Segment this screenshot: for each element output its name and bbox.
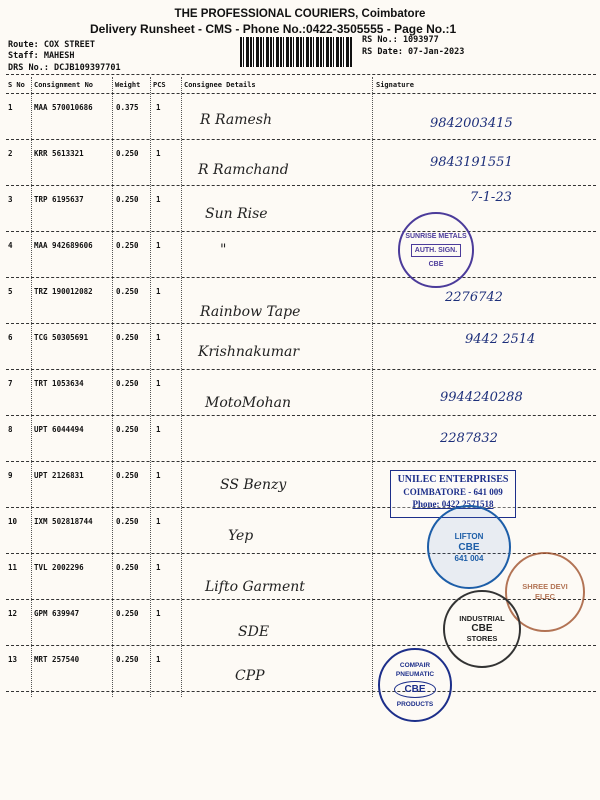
row-signature: 9944240288 [440,390,523,405]
table-row [0,140,600,186]
row-weight: 0.250 [116,563,139,572]
row-weight: 0.250 [116,195,139,204]
header-top-rule [6,74,596,75]
row-pcs: 1 [156,655,161,664]
row-consignee-handwriting: " [220,242,227,258]
table-row [0,94,600,140]
row-sno: 8 [8,425,13,434]
col-header-consignee: Consignee Details [184,81,256,89]
table-row [0,370,600,416]
drs-number: DRS No.: DCJB109397701 [8,63,121,73]
row-weight: 0.250 [116,609,139,618]
lifton-stamp: LIFTON CBE 641 004 [427,505,511,589]
route: Route: COX STREET [8,40,95,50]
row-consignee-handwriting: R Ramchand [198,162,289,178]
row-pcs: 1 [156,241,161,250]
row-pcs: 1 [156,425,161,434]
row-sno: 6 [8,333,13,342]
rs-number: RS No.: 1093977 [362,35,439,45]
table-row [0,416,600,462]
row-pcs: 1 [156,517,161,526]
rs-date: RS Date: 07-Jan-2023 [362,47,465,57]
row-weight: 0.250 [116,287,139,296]
row-weight: 0.375 [116,103,139,112]
unilec-enterprises-stamp: UNILEC ENTERPRISES COIMBATORE - 641 009 Phone: 0422 2571518 [390,470,516,518]
row-sno: 1 [8,103,13,112]
row-consignee-handwriting: Krishnakumar [198,344,300,360]
row-sno: 11 [8,563,18,572]
row-signature: 2287832 [440,431,498,446]
col-header-sno: S No [8,81,25,89]
row-sno: 4 [8,241,13,250]
runsheet-subtitle: Delivery Runsheet - CMS - Phone No.:0422-3505555 - Page No.:1 [90,22,457,36]
row-pcs: 1 [156,379,161,388]
row-consignment-no: TRP 6195637 [34,195,84,204]
row-consignment-no: TRT 1053634 [34,379,84,388]
row-pcs: 1 [156,103,161,112]
row-pcs: 1 [156,195,161,204]
row-consignee-handwriting: SS Benzy [220,477,287,493]
col-header-weight: Weight [115,81,141,89]
row-consignment-no: MRT 257540 [34,655,80,664]
row-weight: 0.250 [116,241,139,250]
table-row [0,232,600,278]
row-consignment-no: TVL 2002296 [34,563,84,572]
row-consignment-no: IXM 502818744 [34,517,93,526]
row-consignment-no: MAA 570010686 [34,103,93,112]
row-consignee-handwriting: CPP [235,668,265,684]
row-pcs: 1 [156,149,161,158]
row-sno: 9 [8,471,13,480]
row-weight: 0.250 [116,149,139,158]
row-pcs: 1 [156,609,161,618]
row-consignee-handwriting: Yep [228,528,254,544]
row-weight: 0.250 [116,655,139,664]
staff: Staff: MAHESH [8,51,75,61]
row-weight: 0.250 [116,379,139,388]
row-sno: 13 [8,655,18,664]
row-signature: 9442 2514 [465,332,536,347]
row-pcs: 1 [156,563,161,572]
compair-stamp: COMPAIR PNEUMATIC CBE PRODUCTS [378,648,452,722]
barcode [240,37,352,67]
row-consignment-no: UPT 2126831 [34,471,84,480]
row-consignee-handwriting: Sun Rise [205,206,268,222]
table-row [0,278,600,324]
row-weight: 0.250 [116,333,139,342]
company-title: THE PROFESSIONAL COURIERS, Coimbatore [174,8,426,20]
row-sno: 12 [8,609,18,618]
row-divider [6,691,596,692]
row-consignee-handwriting: Lifto Garment [205,579,305,595]
row-consignment-no: GPM 639947 [34,609,80,618]
col-header-pcs: PCS [153,81,166,89]
row-consignee-handwriting: R Ramesh [200,112,272,128]
row-consignment-no: TRZ 190012082 [34,287,93,296]
row-consignment-no: TCG 50305691 [34,333,89,342]
col-header-signature: Signature [376,81,414,89]
row-signature: 2276742 [445,290,503,305]
row-pcs: 1 [156,287,161,296]
row-consignee-handwriting: Rainbow Tape [200,304,301,320]
row-signature: 9842003415 [430,116,513,131]
row-consignment-no: MAA 942689606 [34,241,93,250]
row-signature: 9843191551 [430,155,513,170]
industrial-stamp: INDUSTRIAL CBE STORES [443,590,521,668]
row-consignee-handwriting: SDE [238,624,270,640]
sunrise-metals-stamp: SUNRISE METALS AUTH. SIGN. CBE [398,212,474,288]
row-weight: 0.250 [116,471,139,480]
row-weight: 0.250 [116,425,139,434]
row-sno: 10 [8,517,18,526]
row-weight: 0.250 [116,517,139,526]
row-signature: 7-1-23 [470,190,512,205]
row-pcs: 1 [156,471,161,480]
row-consignee-handwriting: MotoMohan [205,395,291,411]
table-row [0,324,600,370]
row-sno: 2 [8,149,13,158]
row-sno: 3 [8,195,13,204]
shree-devi-stamp: SHREE DEVI ELEC [505,552,585,632]
row-consignment-no: KRR 5613321 [34,149,84,158]
row-sno: 7 [8,379,13,388]
row-sno: 5 [8,287,13,296]
table-row [0,186,600,232]
row-consignment-no: UPT 6044494 [34,425,84,434]
col-header-consignment: Consignment No [34,81,94,89]
row-pcs: 1 [156,333,161,342]
